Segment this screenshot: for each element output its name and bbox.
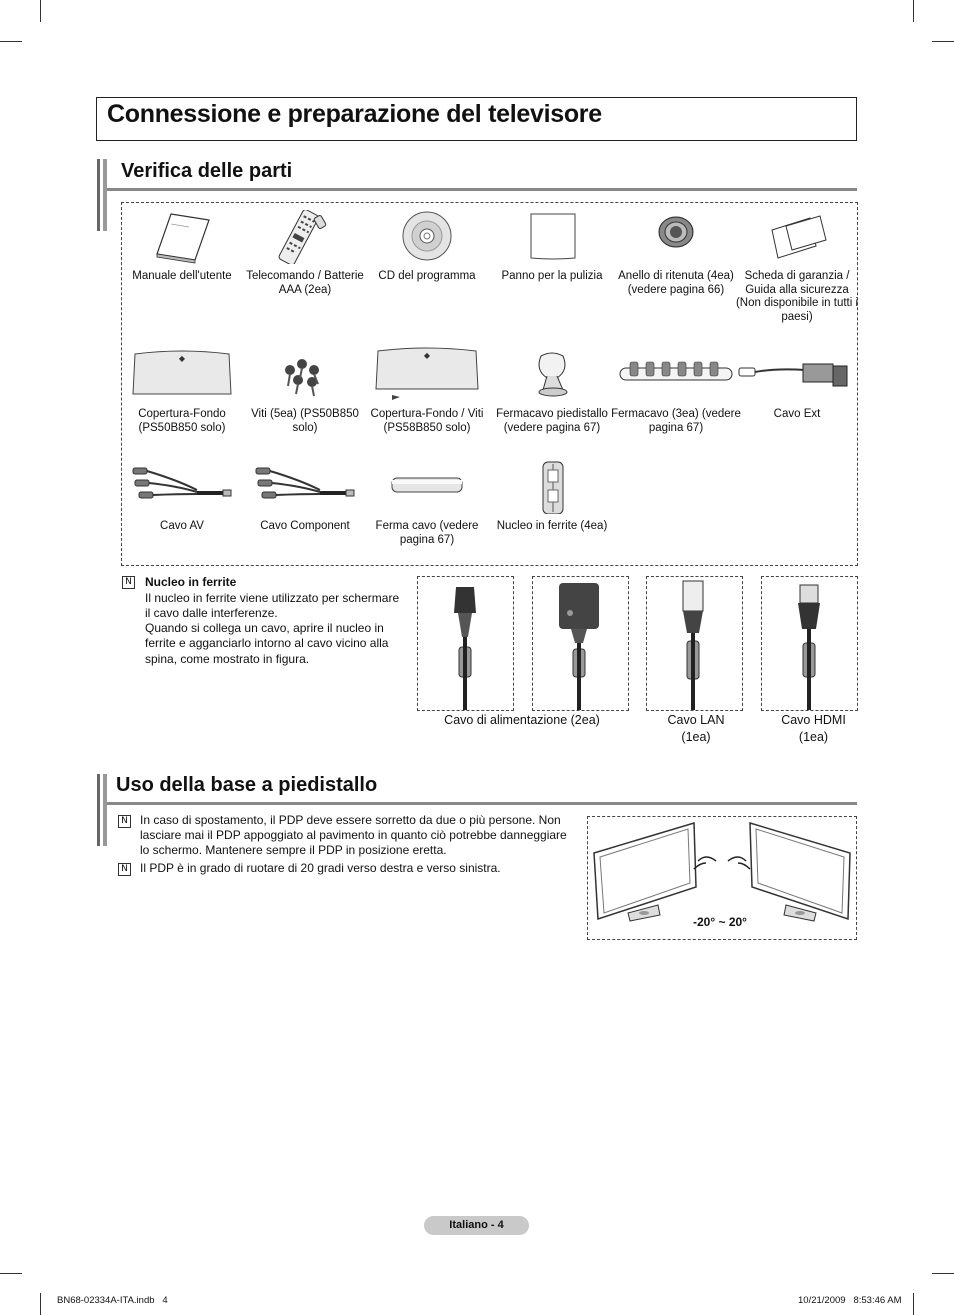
part-label: Telecomando / Batterie AAA (2ea) [246,270,364,296]
crop-mark [40,0,41,22]
part-scart [735,348,859,422]
part-label: Scheda di garanzia / Guida alla sicurezza (Non disponibile in tutti i paesi) [735,270,859,323]
part-label: Panno per la pulizia [501,270,603,282]
note-line: lo schermo. Mantenere sempre il PDP in posizione eretta. [140,843,447,857]
part-component-cable [243,460,367,534]
cloth-icon [517,210,587,264]
hdmi-cable-label: Cavo HDMI [781,713,846,727]
power-cable-box-1 [417,576,514,711]
part-cover [120,348,244,435]
section-rule [107,802,857,805]
part-manual [120,210,244,284]
part-label: Nucleo in ferrite (4ea) [496,520,608,532]
lan-plug-icon [647,577,742,710]
note-line: il cavo dalle interferenze. [145,606,278,620]
part-label: Ferma cavo (vedere pagina 67) [375,520,479,546]
note-icon: N [122,576,135,589]
crop-mark [932,1273,954,1274]
note-line: spina, come mostrato in figura. [145,652,310,666]
power-plug-icon [533,577,628,710]
component-cable-icon [250,460,360,514]
part-warranty [735,210,859,324]
crop-mark [913,1293,914,1315]
note-line: lasciare mai il PDP appoggiato al pavimento in quanto ciò potrebbe danneggiare [140,828,567,842]
part-label: Cavo AV [160,520,204,532]
part-ferrite [490,460,614,534]
part-label: Fermacavo piedistallo (vedere pagina 67) [496,408,608,434]
ring-icon [641,210,711,264]
crop-mark [913,0,914,22]
svg-text:◆: ◆ [423,351,431,360]
hdmi-plug-icon [762,577,857,710]
remote-icon [270,210,340,264]
note-icon: N [118,815,131,828]
ferrite-core-icon [517,460,587,514]
lan-cable-box [646,576,743,711]
part-cable-holder [608,348,744,435]
section-bar [97,159,107,231]
manual-icon [147,210,217,264]
note-line: In caso di spostamento, il PDP deve essere sorretto da due o più persone. Non [140,813,561,827]
part-cd [365,210,489,284]
warranty-card-icon [762,210,832,264]
cd-icon [392,210,462,264]
part-label: Copertura-Fondo (PS50B850 solo) [138,408,226,434]
part-label: Manuale dell'utente [132,270,232,282]
power-cable-box-2 [532,576,629,711]
part-label: Cavo Component [260,520,350,532]
part-cable-tie [365,460,489,547]
hdmi-cable-qty: (1ea) [798,730,829,744]
page-number: Italiano - 4 [424,1216,529,1235]
part-cloth [490,210,614,284]
part-cover-screws [365,345,489,435]
note-line: Il nucleo in ferrite viene utilizzato per schermare [145,591,400,605]
crop-mark [40,1293,41,1315]
power-cable-label: Cavo di alimentazione (2ea) [444,713,600,727]
power-plug-icon [418,577,513,710]
part-screws [243,348,367,435]
lan-cable-label: Cavo LAN [667,713,725,727]
note-icon: N [118,863,131,876]
scart-cable-icon [737,348,857,402]
part-label: Fermacavo (3ea) (vedere pagina 67) [611,408,741,434]
note-title: Nucleo in ferrite [145,575,237,589]
part-label: Viti (5ea) (PS50B850 solo) [251,408,359,434]
stand-cable-holder-icon [517,348,587,402]
svg-text:◆: ◆ [178,354,186,363]
print-file-info: BN68-02334A-ITA.indb 4 [57,1295,168,1306]
rotation-range-label: -20° ~ 20° [693,915,747,929]
rotation-figure-box [587,816,857,940]
cable-holder-icon [616,348,736,402]
page-title: Connessione e preparazione del televisore [107,100,602,128]
section-bar [97,774,107,846]
part-label: Cavo Ext [773,408,821,420]
part-label: CD del programma [378,270,476,282]
part-stand-holder [490,348,614,435]
section-rule [107,188,857,191]
cover-icon [127,348,237,402]
part-remote [243,210,367,297]
hdmi-cable-box [761,576,858,711]
cover-screws-icon [372,345,482,402]
note-line: Quando si collega un cavo, aprire il nucleo in [145,621,384,635]
crop-mark [932,41,954,42]
cable-tie-icon [382,460,472,514]
lan-cable-qty: (1ea) [681,730,711,744]
print-timestamp: 10/21/2009 8:53:46 AM [798,1295,902,1306]
part-av-cable [120,460,244,534]
section-title-stand: Uso della base a piedistallo [116,774,378,796]
section-title-parts: Verifica delle parti [121,160,293,182]
part-ring [614,210,738,297]
screws-icon [270,348,340,402]
av-cable-icon [127,460,237,514]
crop-mark [0,41,22,42]
crop-mark [0,1273,22,1274]
part-label: Copertura-Fondo / Viti (PS58B850 solo) [370,408,484,434]
part-label: Anello di ritenuta (4ea) (vedere pagina 66) [618,270,734,296]
note-line: ferrite e agganciarlo intorno al cavo vicino alla [145,636,389,650]
note-line: Il PDP è in grado di ruotare di 20 gradi verso destra e verso sinistra. [140,861,501,875]
